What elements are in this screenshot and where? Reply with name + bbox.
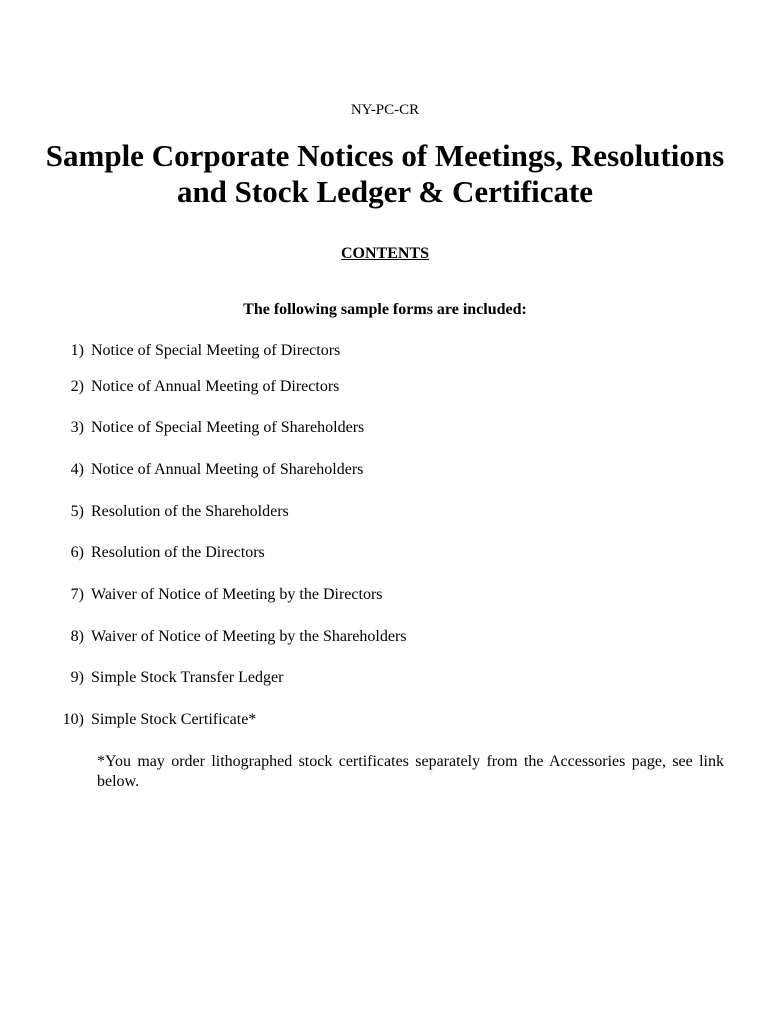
list-item-number: 2) [70, 378, 84, 395]
title-line-1: Sample Corporate Notices of Meetings, Resolutions [45, 138, 725, 173]
list-item-label: Waiver of Notice of Meeting by the Directors [91, 586, 383, 603]
list-item-number: 4) [70, 461, 84, 478]
title-line-2: and Stock Ledger & Certificate [176, 174, 594, 209]
footnote: *You may order lithographed stock certificates separately from the Accessories page, see link below. [97, 753, 724, 790]
list-item-label: Notice of Special Meeting of Shareholders [91, 419, 365, 436]
list-item-number: 9) [70, 669, 84, 686]
document-code: NY-PC-CR [350, 102, 420, 118]
list-item-label: Simple Stock Certificate* [91, 711, 257, 728]
list-item-label: Simple Stock Transfer Ledger [91, 669, 284, 686]
list-item-number: 7) [70, 586, 84, 603]
intro-text: The following sample forms are included: [243, 301, 527, 318]
list-item-number: 1) [70, 342, 84, 359]
list-item-number: 3) [70, 419, 84, 436]
list-item-label: Notice of Annual Meeting of Directors [91, 378, 340, 395]
list-item-number: 8) [70, 628, 84, 645]
list-item-label: Resolution of the Directors [91, 544, 265, 561]
list-item-label: Resolution of the Shareholders [91, 503, 289, 520]
list-item-label: Waiver of Notice of Meeting by the Shareholders [91, 628, 407, 645]
list-item-number: 10) [62, 711, 84, 728]
document-title [0, 138, 770, 210]
list-item-label: Notice of Special Meeting of Directors [91, 342, 341, 359]
list-item-number: 6) [70, 544, 84, 561]
contents-heading: CONTENTS [340, 245, 430, 262]
list-item-number: 5) [70, 503, 84, 520]
list-item-label: Notice of Annual Meeting of Shareholders [91, 461, 364, 478]
